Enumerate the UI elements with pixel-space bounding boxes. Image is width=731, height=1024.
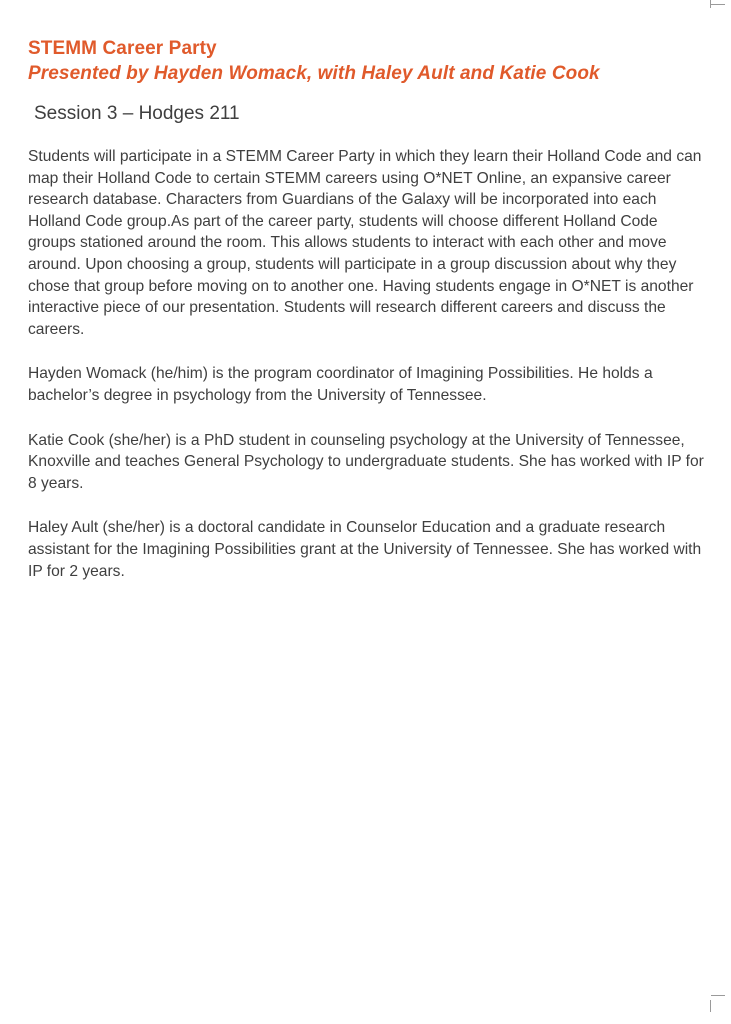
crop-mark-bottom-right-horizontal (711, 995, 725, 996)
session-description: Students will participate in a STEMM Career Party in which they learn their Holland Code and can map their Holland Code to certain STEMM careers using O*NET Online, an expansive career research database. Characters from Guardians of the Galaxy will be incorporated into each Holland Code group.As part of the career party, students will choose different Holland Code groups stationed around the room. This allows students to interact with each other and move around. Upon choosing a group, students will participate in a group discussion about why they chose that group before moving on to another one. Having students engage in O*NET is another interactive piece of our presentation. Students will research different careers and discuss the careers. (28, 148, 702, 338)
crop-mark-top-right-horizontal (711, 4, 725, 5)
bio-hayden-womack: Hayden Womack (he/him) is the program coordinator of Imagining Possibilities. He holds a bachelor’s degree in psychology from the University of Tennessee. (28, 365, 653, 404)
bio-katie-cook: Katie Cook (she/her) is a PhD student in counseling psychology at the University of Tennessee, Knoxville and teaches General Psychology to undergraduate students. She has worked with IP for 8 years. (28, 431, 704, 492)
presenters-line: Presented by Hayden Womack, with Haley Ault and Katie Cook (28, 63, 600, 84)
crop-mark-bottom-right-vertical (710, 1000, 711, 1012)
document-page (28, 36, 708, 582)
bio-haley-ault: Haley Ault (she/her) is a doctoral candidate in Counselor Education and a graduate research assistant for the Imagining Possibilities grant at the University of Tennessee. She has worked with IP for 2 years. (28, 519, 702, 580)
session-heading: Session 3 – Hodges 211 (34, 103, 240, 124)
page-title: STEMM Career Party (28, 38, 217, 59)
crop-mark-top-right-vertical (710, 0, 711, 8)
